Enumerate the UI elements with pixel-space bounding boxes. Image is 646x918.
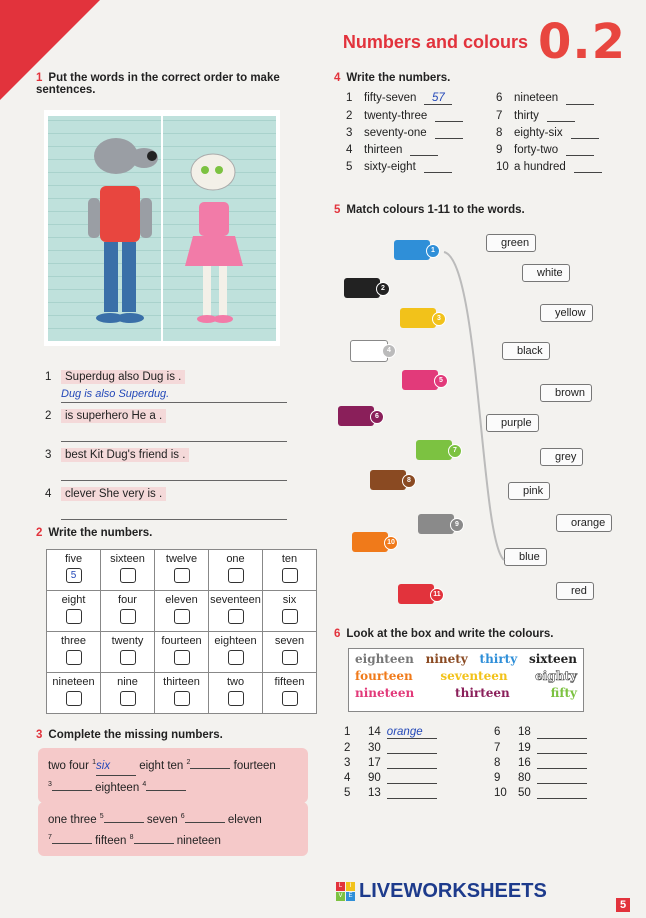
answer-field[interactable] bbox=[387, 757, 437, 769]
illustration-panel bbox=[44, 110, 280, 346]
answer-field[interactable] bbox=[387, 772, 437, 784]
answer-field[interactable] bbox=[387, 787, 437, 799]
number-cell bbox=[101, 632, 155, 673]
number-cell bbox=[263, 550, 317, 591]
page-header bbox=[343, 14, 626, 70]
number-cell bbox=[101, 673, 155, 714]
coloured-number-word: eighty bbox=[535, 669, 577, 683]
coloured-number-word: ninety bbox=[425, 652, 468, 666]
colour-word-box bbox=[348, 648, 584, 712]
number-word: four bbox=[118, 594, 137, 606]
list-item: 7 19 bbox=[494, 742, 604, 754]
number-value: 90 bbox=[368, 772, 381, 784]
swatch-number: 3 bbox=[432, 312, 446, 326]
number-table bbox=[46, 549, 317, 714]
number-word: thirteen bbox=[163, 676, 200, 688]
colour-word-tag[interactable]: black bbox=[502, 342, 550, 360]
answer-field[interactable] bbox=[424, 161, 452, 173]
sequence-box-1: two four $^1$six eight ten $^2$ fourteen $^3$ eighteen $^4$ bbox=[38, 748, 308, 803]
number-cell bbox=[155, 673, 209, 714]
answer-field[interactable] bbox=[52, 843, 92, 844]
page-number: 5 bbox=[616, 898, 630, 912]
colour-word-tag[interactable]: grey bbox=[540, 448, 583, 466]
number-word: three bbox=[60, 635, 87, 647]
scrambled-words: is superhero He a . bbox=[61, 409, 166, 423]
exercise-instruction: Write the numbers. bbox=[346, 72, 451, 84]
list-item: 1 fifty-seven 57 bbox=[346, 92, 496, 105]
answer-field[interactable] bbox=[120, 691, 136, 706]
number-word: nineteen bbox=[52, 676, 95, 688]
number-word: seven bbox=[274, 635, 305, 647]
exercise-5: 5 Match colours 1-11 to the words. bbox=[334, 204, 525, 216]
coloured-number-word: eighteen bbox=[355, 652, 414, 666]
list-item: 3 seventy-one bbox=[346, 127, 496, 139]
answer-field[interactable] bbox=[61, 427, 287, 442]
colour-word-tag[interactable]: brown bbox=[540, 384, 592, 402]
exercise-instruction: Put the words in the correct order to make sentences. bbox=[36, 72, 280, 96]
answer-field[interactable]: six bbox=[96, 758, 136, 776]
answer-field[interactable] bbox=[174, 609, 190, 624]
kit-illustration bbox=[163, 116, 276, 341]
answer-field[interactable] bbox=[571, 127, 599, 139]
colour-swatch bbox=[352, 532, 388, 552]
list-item: 6 nineteen bbox=[496, 92, 646, 105]
coloured-number-word: seventeen bbox=[440, 669, 508, 683]
number-word: a hundred bbox=[514, 161, 566, 173]
coloured-number-word: fifty bbox=[550, 686, 577, 700]
swatch-number: 4 bbox=[382, 344, 396, 358]
number-cell bbox=[263, 591, 317, 632]
number-cell bbox=[263, 632, 317, 673]
list-item: 5 sixty-eight bbox=[346, 161, 496, 173]
answer-field[interactable] bbox=[387, 742, 437, 754]
list-item: 10 a hundred bbox=[496, 161, 646, 173]
answer-field[interactable] bbox=[120, 650, 136, 665]
number-word: forty-two bbox=[514, 144, 559, 156]
answer-field[interactable] bbox=[282, 609, 298, 624]
number-value: 14 bbox=[368, 726, 381, 738]
number-cell bbox=[47, 673, 101, 714]
number-word: seventeen bbox=[210, 594, 261, 606]
list-item: 9 forty-two bbox=[496, 144, 646, 156]
sequence-box-2: one three $^5$ seven $^6$ eleven $^7$ fifteen $^8$ nineteen bbox=[38, 802, 308, 856]
footer-brand bbox=[336, 880, 547, 903]
list-item: 4 thirteen bbox=[346, 144, 496, 156]
colour-swatch bbox=[402, 370, 438, 390]
number-word: six bbox=[282, 594, 297, 606]
answer-field[interactable] bbox=[282, 568, 298, 583]
swatch-number: 6 bbox=[370, 410, 384, 424]
list-item: 9 80 bbox=[494, 772, 604, 784]
number-word: thirty bbox=[514, 110, 539, 122]
answer-field[interactable] bbox=[537, 742, 587, 754]
answer-field[interactable]: Dug is also Superdug. bbox=[61, 388, 287, 403]
connector-line bbox=[440, 240, 510, 570]
sentence-item: 2 is superhero He a . bbox=[45, 409, 295, 442]
number-cell bbox=[155, 632, 209, 673]
exercise-instruction: Look at the box and write the colours. bbox=[346, 628, 554, 640]
sentence-item: 3 best Kit Dug's friend is . bbox=[45, 448, 295, 481]
answer-field[interactable] bbox=[537, 772, 587, 784]
sentence-list bbox=[45, 370, 295, 526]
number-value: 17 bbox=[368, 757, 381, 769]
number-cell bbox=[209, 550, 263, 591]
write-numbers-list bbox=[346, 92, 646, 173]
list-item: 8 eighty-six bbox=[496, 127, 646, 139]
answer-field[interactable] bbox=[537, 726, 587, 739]
number-word: ten bbox=[281, 553, 298, 565]
exercise-2: 2 Write the numbers. bbox=[36, 527, 153, 539]
answer-field[interactable] bbox=[537, 787, 587, 799]
colour-word-tag[interactable]: orange bbox=[556, 514, 612, 532]
answer-field[interactable]: 57 bbox=[424, 92, 452, 105]
answer-field[interactable] bbox=[574, 161, 602, 173]
number-word: fourteen bbox=[161, 635, 202, 647]
swatch-number: 1 bbox=[426, 244, 440, 258]
exercise-4: 4 Write the numbers. bbox=[334, 72, 451, 84]
liveworksheets-logo-icon: L I V E bbox=[336, 882, 355, 901]
answer-field[interactable] bbox=[185, 822, 225, 823]
number-cell bbox=[155, 591, 209, 632]
coloured-number-word: nineteen bbox=[355, 686, 415, 700]
table-row bbox=[47, 550, 317, 591]
answer-field[interactable] bbox=[228, 650, 244, 665]
answer-field[interactable] bbox=[66, 650, 82, 665]
number-word: twenty-three bbox=[364, 110, 428, 122]
colour-swatch bbox=[344, 278, 380, 298]
swatch-number: 11 bbox=[430, 588, 444, 602]
answer-field[interactable] bbox=[104, 822, 144, 823]
coloured-number-word: fourteen bbox=[355, 669, 413, 683]
scrambled-words: best Kit Dug's friend is . bbox=[61, 448, 189, 462]
answer-field[interactable]: 5 bbox=[66, 568, 82, 583]
answer-field[interactable] bbox=[174, 568, 190, 583]
list-item: 4 90 bbox=[344, 772, 494, 784]
list-item: 6 18 bbox=[494, 726, 604, 739]
number-value: 30 bbox=[368, 742, 381, 754]
write-colours-list bbox=[344, 726, 604, 799]
number-cell bbox=[47, 550, 101, 591]
number-word: five bbox=[64, 553, 83, 565]
number-word: eighty-six bbox=[514, 127, 563, 139]
number-cell bbox=[263, 673, 317, 714]
colour-word-tag[interactable]: pink bbox=[508, 482, 550, 500]
answer-field[interactable]: orange bbox=[387, 726, 437, 739]
list-item: 8 16 bbox=[494, 757, 604, 769]
answer-field[interactable] bbox=[566, 144, 594, 156]
colour-swatch bbox=[338, 406, 374, 426]
answer-field[interactable] bbox=[66, 609, 82, 624]
unit-number: 0.2 bbox=[537, 14, 626, 70]
number-value: 19 bbox=[518, 742, 531, 754]
scrambled-words: Superdug also Dug is . bbox=[61, 370, 185, 384]
number-word: fifteen bbox=[274, 676, 305, 688]
number-cell bbox=[155, 550, 209, 591]
number-word: two bbox=[226, 676, 245, 688]
answer-field[interactable] bbox=[146, 790, 186, 791]
coloured-number-word: sixteen bbox=[528, 652, 577, 666]
number-cell bbox=[47, 632, 101, 673]
number-word: sixty-eight bbox=[364, 161, 416, 173]
answer-field[interactable] bbox=[61, 466, 287, 481]
number-value: 80 bbox=[518, 772, 531, 784]
answer-field[interactable] bbox=[282, 691, 298, 706]
number-cell bbox=[209, 591, 263, 632]
colour-word-row bbox=[355, 669, 577, 683]
table-row bbox=[47, 673, 317, 714]
answer-field[interactable] bbox=[435, 110, 463, 122]
coloured-number-word: thirty bbox=[479, 652, 518, 666]
table-row bbox=[47, 591, 317, 632]
number-word: eighteen bbox=[214, 635, 257, 647]
number-cell bbox=[101, 591, 155, 632]
swatch-number: 5 bbox=[434, 374, 448, 388]
answer-field[interactable] bbox=[547, 110, 575, 122]
colour-word-tag[interactable]: purple bbox=[486, 414, 539, 432]
answer-field[interactable] bbox=[174, 691, 190, 706]
coloured-number-word: thirteen bbox=[455, 686, 510, 700]
sentence-item: 4 clever She very is . bbox=[45, 487, 295, 520]
number-cell bbox=[209, 632, 263, 673]
number-word: seventy-one bbox=[364, 127, 427, 139]
answer-field[interactable] bbox=[566, 92, 594, 105]
number-cell bbox=[101, 550, 155, 591]
colour-word-tag[interactable]: green bbox=[486, 234, 536, 252]
number-word: sixteen bbox=[110, 553, 145, 565]
number-word: fifty-seven bbox=[364, 92, 417, 104]
colour-swatch bbox=[370, 470, 406, 490]
number-word: eight bbox=[61, 594, 86, 606]
answer-field[interactable] bbox=[120, 609, 136, 624]
number-word: nineteen bbox=[514, 92, 559, 104]
exercise-instruction: Match colours 1-11 to the words. bbox=[346, 204, 525, 216]
colour-word-tag[interactable]: white bbox=[522, 264, 570, 282]
exercise-3: 3 Complete the missing numbers. bbox=[36, 729, 223, 741]
answer-field[interactable] bbox=[228, 691, 244, 706]
brand-name: LIVEWORKSHEETS bbox=[359, 880, 547, 902]
swatch-number: 8 bbox=[402, 474, 416, 488]
number-word: eleven bbox=[165, 594, 198, 606]
answer-field[interactable] bbox=[190, 768, 230, 769]
colour-word-tag[interactable]: yellow bbox=[540, 304, 593, 322]
list-item: 2 30 bbox=[344, 742, 494, 754]
dug-illustration bbox=[48, 116, 161, 341]
number-word: one bbox=[226, 553, 245, 565]
sentence-item: 1 Superdug also Dug is . Dug is also Superdug. bbox=[45, 370, 295, 403]
answer-field[interactable] bbox=[435, 127, 463, 139]
list-item: 3 17 bbox=[344, 757, 494, 769]
swatch-number: 7 bbox=[448, 444, 462, 458]
table-row bbox=[47, 632, 317, 673]
colour-word-row bbox=[355, 652, 577, 666]
number-cell bbox=[209, 673, 263, 714]
answer-field[interactable] bbox=[410, 144, 438, 156]
number-cell bbox=[47, 591, 101, 632]
number-value: 18 bbox=[518, 726, 531, 738]
exercise-1 bbox=[36, 72, 296, 96]
colour-swatch bbox=[400, 308, 436, 328]
answer-field[interactable] bbox=[66, 691, 82, 706]
swatch-number: 9 bbox=[450, 518, 464, 532]
colour-swatch bbox=[398, 584, 434, 604]
colour-word-tag[interactable]: blue bbox=[504, 548, 547, 566]
answer-field[interactable] bbox=[61, 505, 287, 520]
number-word: nine bbox=[117, 676, 138, 688]
page-title: Numbers and colours bbox=[342, 31, 528, 52]
exercise-instruction: Write the numbers. bbox=[48, 527, 153, 539]
exercise-6: 6 Look at the box and write the colours. bbox=[334, 628, 554, 640]
answer-field[interactable] bbox=[537, 757, 587, 769]
number-word: twenty bbox=[111, 635, 144, 647]
list-item: 7 thirty bbox=[496, 110, 646, 122]
answer-field[interactable] bbox=[52, 790, 92, 791]
number-value: 50 bbox=[518, 787, 531, 799]
answer-field[interactable] bbox=[228, 568, 244, 583]
list-item: 1 14 orange bbox=[344, 726, 494, 739]
exercise-number: 1 bbox=[36, 72, 43, 84]
scrambled-words: clever She very is . bbox=[61, 487, 166, 501]
list-item: 10 50 bbox=[494, 787, 604, 799]
colour-swatch bbox=[394, 240, 430, 260]
number-word: twelve bbox=[165, 553, 198, 565]
swatch-number: 10 bbox=[384, 536, 398, 550]
number-value: 13 bbox=[368, 787, 381, 799]
colour-word-row bbox=[355, 686, 577, 700]
answer-field[interactable] bbox=[228, 609, 244, 624]
list-item: 2 twenty-three bbox=[346, 110, 496, 122]
colour-word-tag[interactable]: red bbox=[556, 582, 594, 600]
answer-field[interactable] bbox=[120, 568, 136, 583]
exercise-instruction: Complete the missing numbers. bbox=[48, 729, 223, 741]
answer-field[interactable] bbox=[282, 650, 298, 665]
number-word: thirteen bbox=[364, 144, 403, 156]
answer-field[interactable] bbox=[174, 650, 190, 665]
answer-field[interactable] bbox=[134, 843, 174, 844]
number-value: 16 bbox=[518, 757, 531, 769]
swatch-number: 2 bbox=[376, 282, 390, 296]
list-item: 5 13 bbox=[344, 787, 494, 799]
